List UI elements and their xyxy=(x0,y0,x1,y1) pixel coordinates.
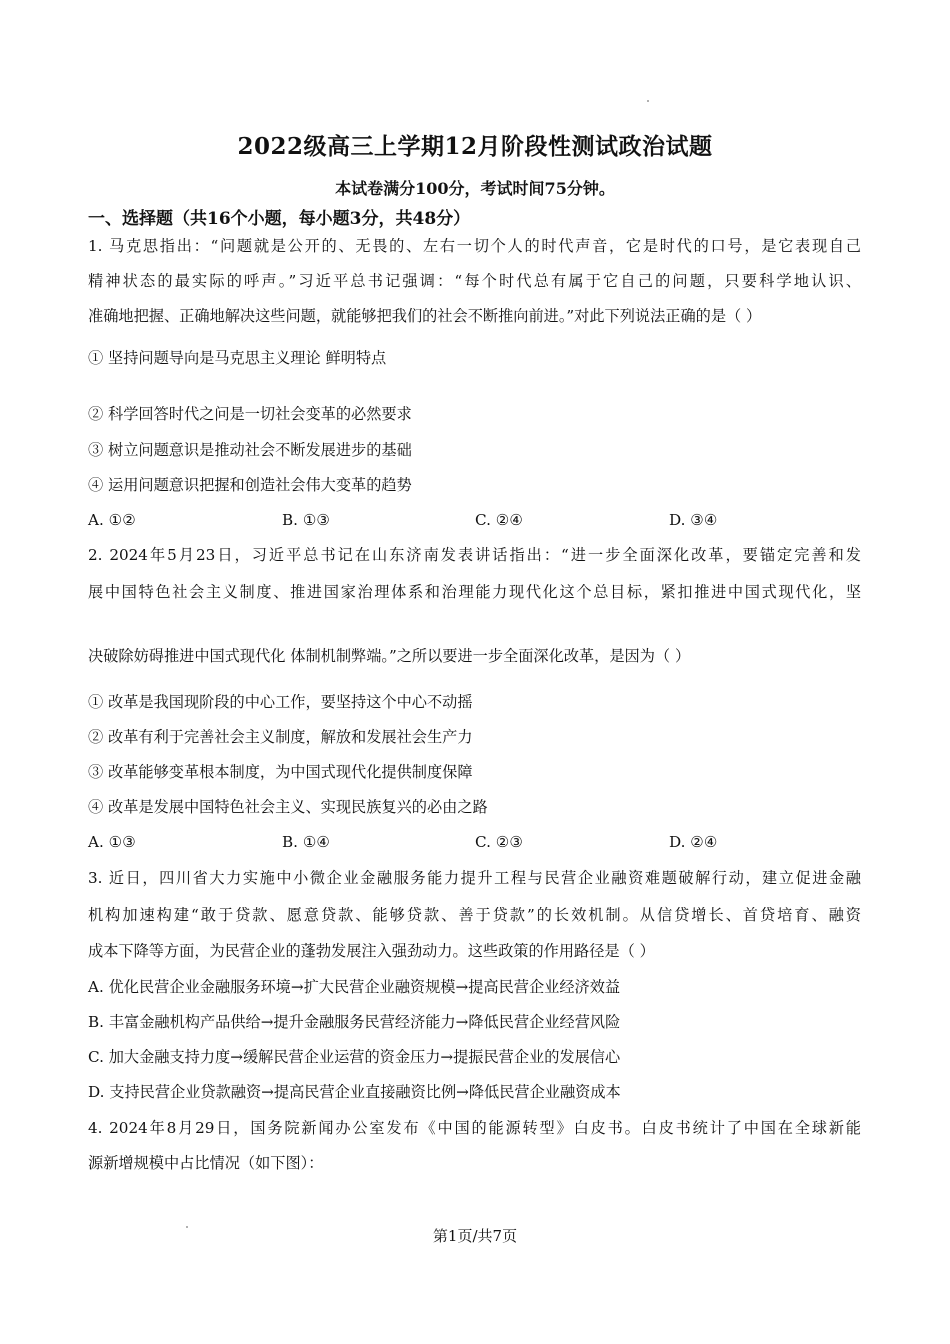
q1-choice-b: B. ①③ xyxy=(282,511,331,529)
q1-item: ① 坚持问题导向是马克思主义理论 鲜明特点 xyxy=(88,349,387,367)
q2-stem-line: 决破除妨碍推进中国式现代化 体制机制弊端。”之所以要进一步全面深化改革，是因为（ ） xyxy=(88,647,691,665)
q3-stem-line: 机构加速构建“敢于贷款、愿意贷款、能够贷款、善于贷款”的长效机制。从信贷增长、首贷培育、融资 xyxy=(88,906,861,924)
q3-choice-b: B. 丰富金融机构产品供给→提升金融服务民营经济能力→降低民营企业经营风险 xyxy=(88,1013,621,1031)
q2-stem-line: 展中国特色社会主义制度、推进国家治理体系和治理能力现代化这个总目标，紧扣推进中国式现代化，坚 xyxy=(88,583,861,601)
q4-stem-line: 4. 2024年8月29日，国务院新闻办公室发布《中国的能源转型》白皮书。白皮书统计了中国在全球新能 xyxy=(88,1119,861,1137)
q1-choice-a: A. ①② xyxy=(88,511,136,529)
q1-item: ② 科学回答时代之问是一切社会变革的必然要求 xyxy=(88,405,412,423)
q2-choice-a: A. ①③ xyxy=(88,833,136,851)
q2-item: ④ 改革是发展中国特色社会主义、实现民族复兴的必由之路 xyxy=(88,798,488,816)
q4-stem-line: 源新增规模中占比情况（如下图）： xyxy=(88,1154,324,1172)
q3-stem-line: 3. 近日，四川省大力实施中小微企业金融服务能力提升工程与民营企业融资难题破解行动，建立促进金融 xyxy=(88,869,861,887)
q2-choice-c: C. ②③ xyxy=(475,833,523,851)
q3-choice-c: C. 加大金融支持力度→缓解民营企业运营的资金压力→提振民营企业的发展信心 xyxy=(88,1048,621,1066)
q1-item: ③ 树立问题意识是推动社会不断发展进步的基础 xyxy=(88,441,412,459)
exam-subtitle: 本试卷满分100分，考试时间75分钟。 xyxy=(335,179,615,198)
q1-item: ④ 运用问题意识把握和创造社会伟大变革的趋势 xyxy=(88,476,412,494)
q1-stem-line: 准确地把握、正确地解决这些问题，就能够把我们的社会不断推向前进。”对此下列说法正确的是（ ） xyxy=(88,307,762,325)
q2-item: ③ 改革能够变革根本制度，为中国式现代化提供制度保障 xyxy=(88,763,473,781)
q3-choice-d: D. 支持民营企业贷款融资→提高民营企业直接融资比例→降低民营企业融资成本 xyxy=(88,1083,621,1101)
q1-stem-line: 1. 马克思指出：“问题就是公开的、无畏的、左右一切个人的时代声音，它是时代的口号，是它表现自己 xyxy=(88,237,861,255)
q3-stem-line: 成本下降等方面，为民营企业的蓬勃发展注入强劲动力。这些政策的作用路径是（ ） xyxy=(88,942,655,960)
q1-stem-line: 精神状态的最实际的呼声。”习近平总书记强调：“每个时代总有属于它自己的问题，只要科学地认识、 xyxy=(88,272,861,290)
q2-stem-line: 2. 2024年5月23日，习近平总书记在山东济南发表讲话指出：“进一步全面深化改革，要锚定完善和发 xyxy=(88,546,861,564)
q1-choice-c: C. ②④ xyxy=(475,511,523,529)
section-heading: 一、选择题（共16个小题，每小题3分，共48分） xyxy=(88,209,471,229)
exam-title: 2022级高三上学期12月阶段性测试政治试题 xyxy=(237,133,713,160)
q2-choice-d: D. ②④ xyxy=(669,833,718,851)
q2-item: ② 改革有利于完善社会主义制度，解放和发展社会生产力 xyxy=(88,728,473,746)
q2-item: ① 改革是我国现阶段的中心工作，要坚持这个中心不动摇 xyxy=(88,693,473,711)
scan-dot xyxy=(647,100,649,102)
q3-choice-a: A. 优化民营企业金融服务环境→扩大民营企业融资规模→提高民营企业经济效益 xyxy=(88,978,621,996)
q2-choice-b: B. ①④ xyxy=(282,833,331,851)
page-footer: 第1页/共7页 xyxy=(432,1227,518,1245)
q1-choice-d: D. ③④ xyxy=(669,511,718,529)
